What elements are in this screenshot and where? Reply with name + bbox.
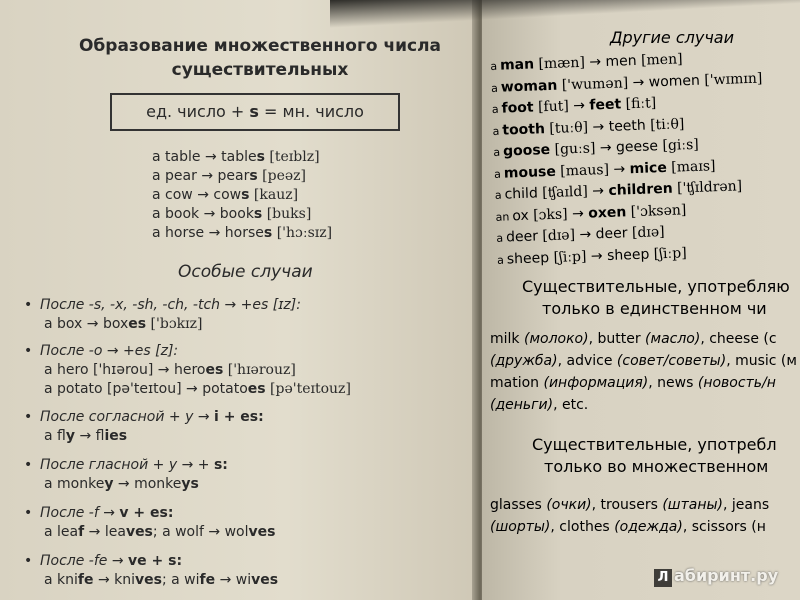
bullet-icon: • — [24, 297, 33, 313]
formula-box: ед. число + s = мн. число — [110, 93, 400, 131]
irregular-row: a foot [fut] → feet [fiːt] — [491, 95, 657, 117]
word-line: glasses (очки), trousers (штаны), jeans — [490, 497, 770, 513]
irregular-row: a man [mæn] → men [men] — [490, 51, 683, 74]
rule-item: • После -o → +es [z]: a hero ['hɪərou] → heroes ['hɪərouz] a potato [pə'teɪtou] → potatoes [pə'teɪtouz] — [24, 343, 351, 397]
word-line: mation (информация), news (новость/н — [490, 375, 776, 391]
example-row: a horse → horses ['hɔːsɪz] — [152, 225, 333, 241]
singular-only-heading: Существительные, употребляю только в единственном чи — [522, 277, 790, 318]
special-cases-heading: Особые случаи — [178, 262, 313, 282]
example-row: a book → books [buks] — [152, 206, 312, 222]
labirint-logo-icon: Л — [654, 569, 672, 587]
word-line: (дружба), advice (совет/советы), music (м — [490, 353, 797, 369]
bullet-icon: • — [24, 409, 33, 425]
example-row: a cow → cows [kauz] — [152, 187, 299, 203]
rule-item: • После -fe → ve + s: a knife → knives; a wife → wives — [24, 553, 279, 588]
singular-only-words — [490, 328, 797, 416]
irregular-row: a tooth [tuːθ] → teeth [tiːθ] — [492, 115, 685, 139]
regular-examples — [152, 148, 332, 243]
example-row: a table → tables [teɪblz] — [152, 149, 320, 165]
irregular-row: a woman ['wumən] → women ['wɪmɪn] — [490, 70, 763, 96]
page-title: Образование множественного числа существительных — [78, 36, 442, 80]
irregular-row: a child [ʧaɪld] → children ['ʧɪldrən] — [494, 178, 743, 203]
irregular-row: a sheep [ʃiːp] → sheep [ʃiːp] — [496, 244, 687, 268]
rule-item: • После гласной + y → + s: a monkey → monkeys — [24, 457, 228, 492]
word-line: milk (молоко), butter (масло), cheese (с — [490, 331, 777, 347]
bullet-icon: • — [24, 553, 33, 569]
plural-only-words — [490, 494, 769, 538]
bullet-icon: • — [24, 505, 33, 521]
irregular-row: a goose [guːs] → geese [giːs] — [493, 136, 700, 160]
rule-item: • После -f → v + es: a leaf → leaves; a wolf → wolves — [24, 505, 276, 540]
rule-item: • После согласной + y → i + es: a fly → flies — [24, 409, 264, 444]
plural-only-heading: Существительные, употребл только во множественном — [532, 435, 777, 476]
bullet-icon: • — [24, 457, 33, 473]
other-cases-heading: Другие случаи — [610, 28, 735, 47]
labirint-watermark: Л абиринт.ру — [654, 566, 778, 587]
word-line: (шорты), clothes (одежда), scissors (н — [490, 519, 766, 535]
irregular-list — [490, 47, 769, 271]
irregular-row: an ox [ɔks] → oxen ['ɔksən] — [495, 201, 687, 224]
word-line: (деньги), etc. — [490, 397, 589, 413]
irregular-row: a mouse [maus] → mice [maɪs] — [493, 157, 716, 182]
bullet-icon: • — [24, 343, 33, 359]
rule-item: • После -s, -x, -sh, -ch, -tch → +es [ɪz]: a box → boxes ['bɔkɪz] — [24, 297, 301, 332]
example-row: a pear → pears [peəz] — [152, 168, 306, 184]
irregular-row: a deer [dɪə] → deer [dɪə] — [496, 224, 665, 246]
